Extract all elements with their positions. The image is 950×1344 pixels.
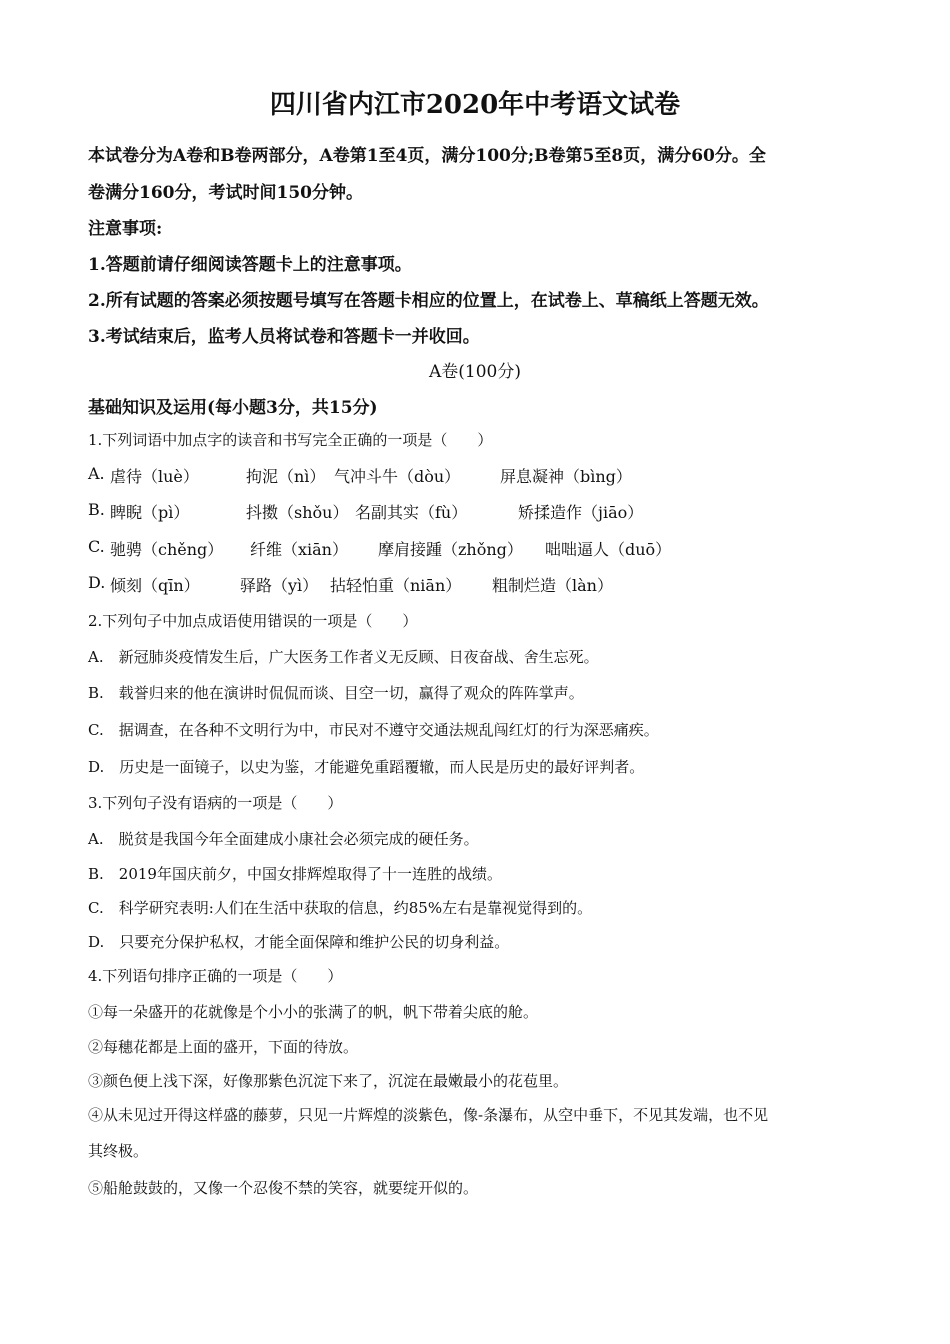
q4-sentence: ④从未见过开得这样盛的藤萝，只见一片辉煌的淡紫色，像-条瀑布，从空中垂下，不见其发端，也不见 [88, 1106, 769, 1124]
option-item: 摩肩接踵（zhǒng） [378, 540, 523, 559]
option-label: D. [88, 573, 106, 592]
option-item: 抖擞（shǒu） [246, 503, 349, 522]
option-item: 咄咄逼人（duō） [545, 540, 672, 559]
option-item: 名副其实（fù） [355, 503, 468, 522]
option-item: 驰骋（chěng） [110, 540, 224, 559]
notice-item: 1.答题前请仔细阅读答题卡上的注意事项。 [88, 255, 412, 275]
q2-option-c: C. 据调查，在各种不文明行为中，市民对不遵守交通法规乱闯红灯的行为深恶痛疾。 [88, 721, 659, 739]
notice-heading: 注意事项: [88, 219, 163, 239]
option-item: 倾刻（qīn） [110, 576, 200, 595]
notice-item: 2.所有试题的答案必须按题号填写在答题卡相应的位置上，在试卷上、草稿纸上答题无效。 [88, 291, 769, 311]
option-item: 拈轻怕重（niān） [330, 576, 462, 595]
q3-option-d: D. 只要充分保护私权，才能全面保障和维护公民的切身利益。 [88, 933, 510, 951]
q3-option-a: A. 脱贫是我国今年全面建成小康社会必须完成的硬任务。 [88, 830, 479, 848]
q2-option-b: B. 载誉归来的他在演讲时侃侃而谈、目空一切，赢得了观众的阵阵掌声。 [88, 684, 584, 702]
q4-sentence: ⑤船舱鼓鼓的，又像一个忍俊不禁的笑容，就要绽开似的。 [88, 1179, 479, 1197]
option-item: 虐待（luè） [110, 467, 199, 486]
page-title: 四川省内江市2020年中考语文试卷 [269, 90, 681, 120]
option-item: 矫揉造作（jiāo） [518, 503, 644, 522]
option-item: 睥睨（pì） [110, 503, 190, 522]
notice-item: 3.考试结束后，监考人员将试卷和答题卡一并收回。 [88, 327, 480, 347]
option-item: 驿路（yì） [240, 576, 319, 595]
intro-line-2: 卷满分160分，考试时间150分钟。 [88, 183, 363, 203]
option-label: B. [88, 500, 105, 519]
option-item: 粗制烂造（làn） [492, 576, 613, 595]
q4-sentence: ③颜色便上浅下深，好像那紫色沉淀下来了，沉淀在最嫩最小的花苞里。 [88, 1072, 569, 1090]
intro-line-1: 本试卷分为A卷和B卷两部分，A卷第1至4页，满分100分;B卷第5至8页，满分60分。全 [88, 146, 766, 166]
q4-sentence: ②每穗花都是上面的盛开，下面的待放。 [88, 1038, 359, 1056]
option-item: 拘泥（nì） [246, 467, 326, 486]
q2-option-a: A. 新冠肺炎疫情发生后，广大医务工作者义无反顾、日夜奋战、舍生忘死。 [88, 648, 599, 666]
q4-sentence: 其终极。 [88, 1142, 149, 1160]
section-basic-heading: 基础知识及运用(每小题3分，共15分) [88, 398, 378, 418]
option-item: 纤维（xiān） [250, 540, 348, 559]
option-label: A. [88, 464, 105, 483]
option-item: 气冲斗牛（dòu） [334, 467, 461, 486]
option-item: 屏息凝神（bìng） [500, 467, 632, 486]
q3-option-b: B. 2019年国庆前夕，中国女排辉煌取得了十一连胜的战绩。 [88, 865, 502, 883]
section-a-heading: A卷(100分) [429, 362, 521, 382]
option-label: C. [88, 537, 105, 556]
q4-stem: 4.下列语句排序正确的一项是（ ） [88, 967, 343, 985]
q4-sentence: ①每一朵盛开的花就像是个小小的张满了的帆，帆下带着尖底的舱。 [88, 1003, 539, 1021]
q2-stem: 2.下列句子中加点成语使用错误的一项是（ ） [88, 612, 418, 630]
q3-stem: 3.下列句子没有语病的一项是（ ） [88, 794, 343, 812]
q2-option-d: D. 历史是一面镜子，以史为鉴，才能避免重蹈覆辙，而人民是历史的最好评判者。 [88, 758, 645, 776]
q3-option-c: C. 科学研究表明:人们在生活中获取的信息，约85%左右是靠视觉得到的。 [88, 899, 593, 917]
q1-stem: 1.下列词语中加点字的读音和书写完全正确的一项是（ ） [88, 431, 493, 449]
